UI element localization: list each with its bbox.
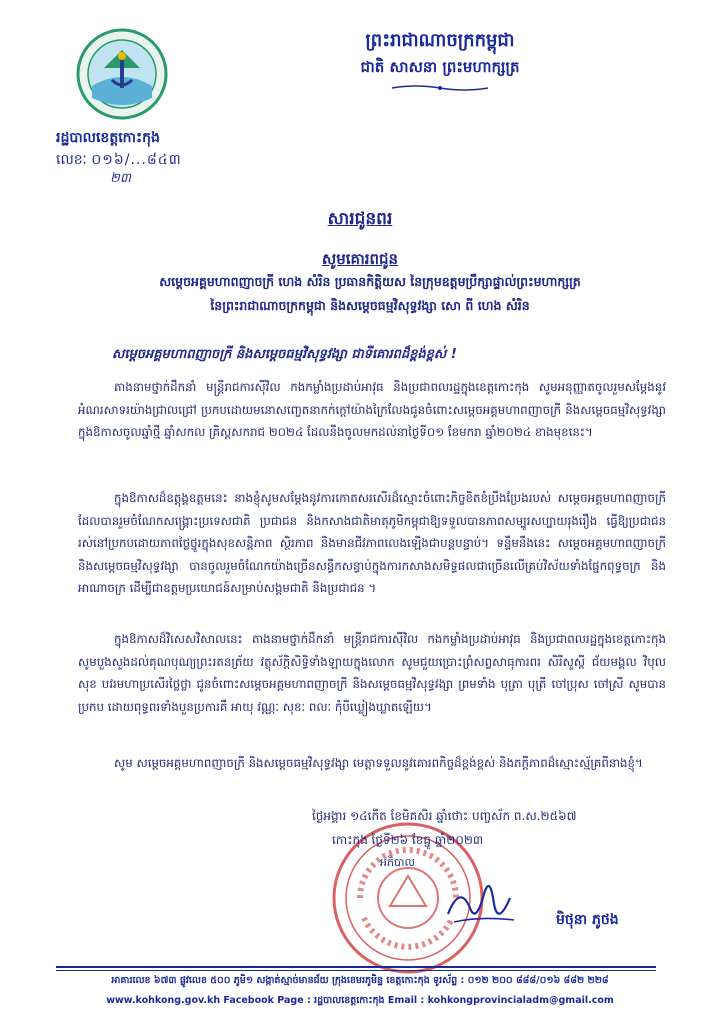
reference-label: លេខៈ <box>56 152 87 168</box>
paragraph-2-text: ក្នុងឱកាសដ៏ឧត្តុង្គឧត្តមនេះ នាងខ្ញុំសូមសម្តែងនូវការកោតសរសើរដ៏ស្មោះចំពោះកិច្ចខិតខំប្រឹងប្រែងរបស់ សម្តេចអគ្គមហាពញាចក្រី ដែលបានរួមចំណែកសង្គ្រោះប្រទេសជាតិ ប្រជាជន និងកសាងជាតិមាតុភូមិកម្ពុជាឱ្យទទួលបានភាពសម្បូរសប្បាយរុងរឿង ធ្វើឱ្យប្រជាជន រស់នៅប្រកបដោយភាពថ្លៃថ្នូរក្នុងសុខសន្តិភាព ស្ថិរភាព និងមានជីវភាពលេងឡើងជាបន្តបន្ទាប់។ ទន្ទឹមនឹងនេះ សម្តេចអគ្គមហាពញាចក្រី និងសម្តេចធម្មវិសុទ្ធវង្សា បានចូលរួមចំណែកយ៉ាងច្រើនសន្ធឹកសន្ធាប់ក្នុងការកសាងសមិទ្ធផលជាច្រើនលើគ្រប់វិស័យទាំងផ្នែកពុទ្ធចក្រ និងអាណាចក្រ ដើម្បីជាឧត្តមប្រយោជន៍សម្រាប់សង្គមជាតិ និងប្រជាជន ។ <box>78 491 666 596</box>
kingdom-heading: ព្រះរាជាណាចក្រកម្ពុជា <box>365 30 515 51</box>
document-type: សារជូនពរ <box>327 209 393 229</box>
salutation: សម្តេចអគ្គមហាពញាចក្រី និងសម្តេចធម្មវិសុទ្ធវង្សា ជាទីគោរពដ៏ខ្ពង់ខ្ពស់ ! <box>112 347 457 362</box>
national-motto: ជាតិ សាសនា ព្រះមហាក្សត្រ <box>360 58 520 76</box>
provincial-logo <box>76 28 168 120</box>
body-paragraph-2 <box>78 487 666 600</box>
footer-address: អាគារលេខ ៦៧៣ ផ្លូវលេខ ៥០០ ភូមិ១ សង្កាត់ស្មាច់មានជ័យ ក្រុងខេមរភូមិន្ទ ខេត្តកោះកុង ទូរស័ព្ទ : ០១២ ២០០ ៨៨៨/០១៦ ៨៨២ ២២៨ <box>111 975 609 986</box>
reference-handwritten: ២៣ <box>110 171 131 186</box>
date-lunar: ថ្ងៃអង្គារ ១៤កើត ខែមិគសិរ ឆ្នាំថោះ បញ្ចស័ក ព.ស.២៥៦៧ <box>312 809 577 823</box>
body-paragraph-4 <box>78 752 666 775</box>
recipient-line-2: នៃព្រះរាជាណាចក្រកម្ពុជា និងសម្តេចធម្មវិសុទ្ធវង្សា សោ ពី ហេង សំរិន <box>210 298 530 313</box>
paragraph-3-text: ក្នុងឱកាសដ៏វិសេសវិសាលនេះ តាងនាមថ្នាក់ដឹកនាំ មន្ត្រីរាជការស៊ីវិល កងកម្លាំងប្រដាប់អាវុធ និងប្រជាពលរដ្ឋក្នុងខេត្តកោះកុង សូមបួងសួងដល់គុណបុណ្យព្រះរតនត្រ័យ វត្ថុស័ក្តិសិទ្ធិទាំងឡាយក្នុងលោក សូមជួយប្រោះព្រំសព្វសាធុការពរ សិរីសួស្តី ជ័យមង្គល វិបុលសុខ បវរមហាប្រសើរថ្លៃថ្លា ជូនចំពោះសម្តេចអគ្គមហាពញាចក្រី និងសម្តេចធម្មវិសុទ្ធវង្សា ព្រមទាំង បុត្រា បុត្រី ចៅប្រុស ចៅស្រី សូមបានប្រកប ដោយពុទ្ធពរទាំងបួនប្រការគឺ អាយុ វណ្ណៈ សុខៈ ពលៈ កុំបីឃ្លៀងឃ្លាតឡើយ។ <box>78 632 666 714</box>
addressee-intro: សូមគោរពជូន <box>321 250 399 268</box>
signer-title: អភិបាល <box>380 856 415 869</box>
reference-number <box>56 150 182 171</box>
motto-ornament <box>390 84 490 92</box>
date-solar: កោះកុង ថ្ងៃទី២៦ ខែធ្នូ ឆ្នាំ២០២៣ <box>332 833 484 847</box>
body-paragraph-3 <box>78 628 666 718</box>
handwritten-signature <box>440 864 520 934</box>
paragraph-4-text: សូម សម្តេចអគ្គមហាពញាចក្រី និងសម្តេចធម្មវិសុទ្ធវង្សា មេត្តាទទួលនូវគោរពកិច្ចដ៏ខ្ពង់ខ្ពស់ និងភក្តីភាពដ៏ស្មោះស្ម័គ្រពីនាងខ្ញុំ។ <box>114 756 643 770</box>
footer-divider <box>56 966 656 968</box>
reference-value: ០១៦/...៨៤៣ <box>91 152 182 168</box>
body-paragraph-1 <box>78 376 666 444</box>
issuing-authority: រដ្ឋបាលខេត្តកោះកុង <box>56 130 160 146</box>
paragraph-1-text: តាងនាមថ្នាក់ដឹកនាំ មន្ត្រីរាជការស៊ីវិល កងកម្លាំងប្រដាប់អាវុធ និងប្រជាពលរដ្ឋក្នុងខេត្តកោះកុង សូមអនុញ្ញាតចូលរួមសម្តែងនូវអំណរសាទរយ៉ាងជ្រាលជ្រៅ ប្រកបដោយមនោសញ្ចេតនាកក់ក្តៅយ៉ាងក្រៃលែងជូនចំពោះសម្តេចអគ្គមហាពញាចក្រី និងសម្តេចធម្មវិសុទ្ធវង្សា ក្នុងឱកាសចូលឆ្នាំថ្មី ឆ្នាំសកល គ្រិស្តសករាជ ២០២៤ ដែលនឹងចូលមកដល់នាថ្ងៃទី០១ ខែមករា ឆ្នាំ២០២៤ ខាងមុខនេះ។ <box>78 380 666 440</box>
footer-divider-thin <box>56 970 656 971</box>
signer-name: មិថុនា ភូថង <box>556 912 619 928</box>
footer-contacts: www.kohkong.gov.kh Facebook Page : រដ្ឋបាលខេត្តកោះកុង Email : kohkongprovincialadm@gmail.com <box>106 995 614 1006</box>
recipient-line-1: សម្តេចអគ្គមហាពញាចក្រី ហេង សំរិន ប្រធានកិត្តិយស នៃក្រុមឧត្តមប្រឹក្សាផ្ទាល់ព្រះមហាក្សត្រ <box>159 274 581 289</box>
